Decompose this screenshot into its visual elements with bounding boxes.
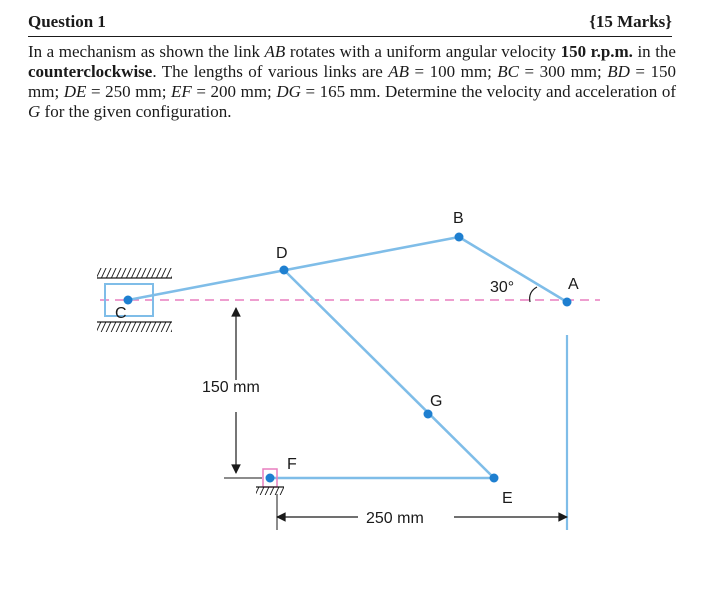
joint-g: [424, 410, 433, 419]
joint-b: [455, 233, 464, 242]
joints: [124, 233, 572, 483]
joint-d: [280, 266, 289, 275]
link-de: [284, 270, 494, 478]
dimension-150: [202, 308, 262, 478]
links: [128, 237, 567, 478]
joint-c: [124, 296, 133, 305]
joint-f: [266, 474, 275, 483]
link-cb: [128, 237, 459, 300]
label-angle: 30°: [490, 279, 515, 296]
label-d: D: [276, 245, 288, 262]
label-a: A: [568, 276, 579, 293]
guide-bottom-hatch: [97, 322, 172, 332]
label-f: F: [287, 456, 297, 473]
dimension-250: [277, 494, 567, 530]
question-marks: {15 Marks}: [589, 12, 672, 31]
label-e: E: [502, 490, 513, 507]
dimension-250-label: 250 mm: [366, 510, 424, 527]
rotation-direction: counterclockwise: [28, 62, 153, 81]
label-c: C: [115, 305, 127, 322]
question-paragraph: In a mechanism as shown the link AB rotates with a uniform angular velocity 150 r.p.m. in the counterclockwise. The lengths of various links are AB = 100 mm; BC = 300 mm; BD = 150 mm; DE = 250 mm; EF = 200 mm; DG = 165 mm. Determine the velocity and acceleration of G for the given configuration.: [28, 42, 676, 121]
joint-e: [490, 474, 499, 483]
label-b: B: [453, 210, 464, 227]
guide-top-hatch: [97, 268, 172, 278]
angular-velocity: 150 r.p.m.: [560, 42, 633, 61]
question-title: Question 1: [28, 12, 106, 31]
label-g: G: [430, 393, 443, 410]
dimension-150-label: 150 mm: [202, 379, 260, 396]
joint-a: [563, 298, 572, 307]
